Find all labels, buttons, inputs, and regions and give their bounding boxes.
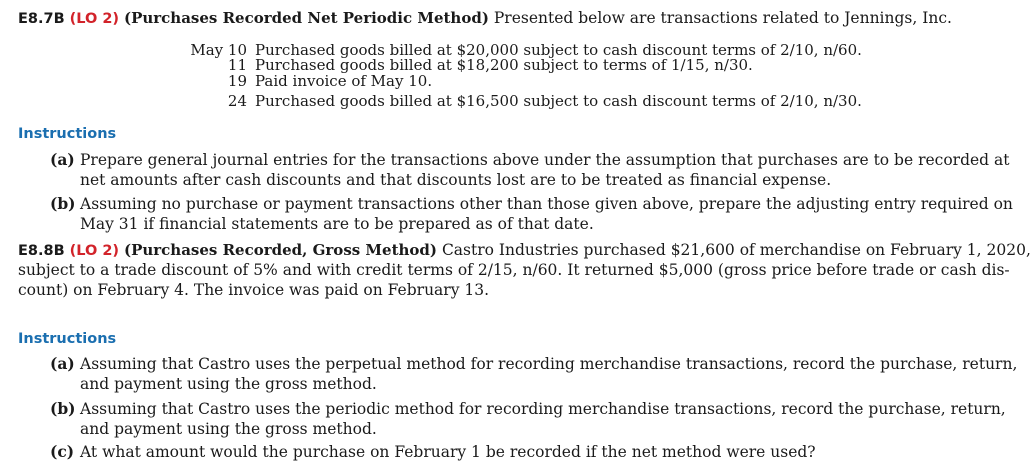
transaction-text: Paid invoice of May 10.	[255, 72, 433, 90]
instruction-label: (c)	[50, 442, 75, 461]
instruction-text: Prepare general journal entries for the transactions above under the assumption that purchases are to be recorded at	[80, 151, 1010, 169]
instruction-text: and payment using the gross method.	[80, 375, 377, 393]
instruction-text: Assuming that Castro uses the perpetual method for recording merchandise transactions, record the purchase, return,	[80, 355, 1018, 373]
transaction-date: 24	[227, 92, 247, 110]
transaction-text: Purchased goods billed at $16,500 subject to cash discount terms of 2/10, n/30.	[255, 92, 862, 110]
problem-header-e87b	[18, 8, 952, 29]
instructions-heading: Instructions	[18, 331, 117, 347]
problem-id: E8.8B	[18, 243, 65, 259]
instructions-heading: Instructions	[18, 126, 117, 142]
transaction-text: Purchased goods billed at $20,000 subject to cash discount terms of 2/10, n/60.	[255, 41, 862, 59]
instruction-label: (b)	[50, 399, 76, 418]
instruction-text: Assuming no purchase or payment transactions other than those given above, prepare the adjusting entry required on	[80, 195, 1013, 213]
problem-header-e88b	[18, 240, 1031, 261]
transaction-row	[185, 91, 862, 111]
problem-text: subject to a trade discount of 5% and with credit terms of 2/15, n/60. It returned $5,000 (gross price before trade or cash dis-	[18, 261, 1010, 279]
problem-id: E8.7B	[18, 11, 65, 27]
instruction-label: (a)	[50, 354, 75, 373]
instruction-text: and payment using the gross method.	[80, 420, 377, 438]
instruction-text: net amounts after cash discounts and that discounts lost are to be treated as financial expense.	[80, 171, 832, 189]
problem-intro: Presented below are transactions related to Jennings, Inc.	[493, 9, 952, 27]
learning-objective: (LO 2)	[69, 11, 120, 27]
transaction-date: 19	[227, 72, 247, 90]
learning-objective: (LO 2)	[69, 243, 120, 259]
instruction-text: At what amount would the purchase on February 1 be recorded if the net method were used?	[80, 443, 816, 461]
transaction-row	[185, 71, 432, 91]
problem-text: Castro Industries purchased $21,600 of merchandise on February 1, 2020,	[441, 241, 1031, 259]
transaction-date: 11	[227, 56, 247, 74]
problem-title: (Purchases Recorded, Gross Method)	[123, 241, 437, 259]
transaction-date: May 10	[190, 41, 247, 59]
instruction-text: Assuming that Castro uses the periodic method for recording merchandise transactions, record the purchase, return,	[80, 400, 1006, 418]
instruction-label: (b)	[50, 194, 76, 213]
instruction-text: May 31 if financial statements are to be prepared as of that date.	[80, 215, 594, 233]
problem-title: (Purchases Recorded Net Periodic Method)	[123, 9, 489, 27]
problem-text: count) on February 4. The invoice was paid on February 13.	[18, 281, 490, 299]
instruction-label: (a)	[50, 150, 75, 169]
transaction-text: Purchased goods billed at $18,200 subject to terms of 1/15, n/30.	[255, 56, 753, 74]
